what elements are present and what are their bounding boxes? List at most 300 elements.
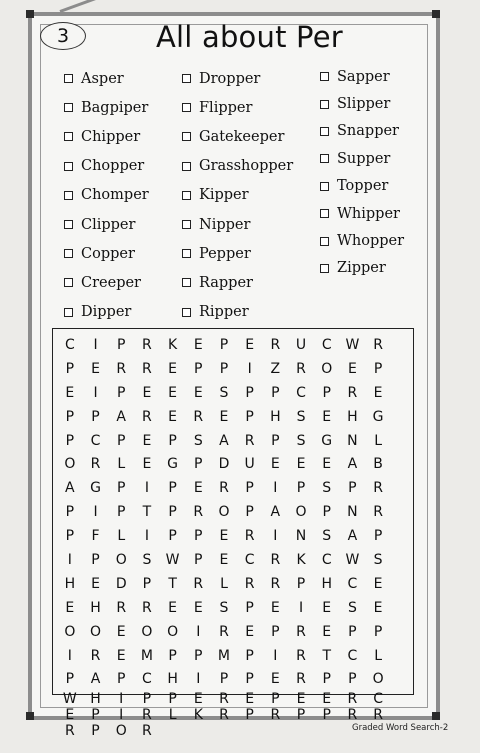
grid-letter: I (93, 336, 98, 353)
grid-letter: E (142, 384, 152, 401)
grid-letter: I (196, 623, 201, 640)
grid-letter: E (219, 408, 229, 425)
grid-letter: E (142, 432, 152, 449)
word-item (320, 200, 404, 227)
grid-letter: A (347, 456, 358, 473)
checkbox-icon (64, 103, 73, 112)
grid-letter: L (117, 528, 126, 545)
checkbox-icon (182, 308, 191, 317)
grid-letter: H (347, 408, 358, 425)
grid-letter: P (271, 691, 280, 708)
grid-letter: O (115, 723, 127, 740)
grid-letter: S (193, 432, 203, 449)
checkbox-icon (64, 308, 73, 317)
grid-letter: O (64, 623, 76, 640)
grid-letter: P (194, 647, 203, 664)
grid-letter: R (347, 707, 358, 724)
word-item (64, 239, 149, 268)
grid-letter: S (373, 551, 383, 568)
word-item (64, 152, 149, 181)
grid-letter: R (219, 480, 229, 497)
grid-letter: P (65, 504, 75, 521)
grid-letter: I (67, 551, 72, 568)
grid-letter: L (168, 707, 177, 724)
grid-letter: D (115, 575, 127, 592)
grid-letter: R (193, 575, 204, 592)
word-item (320, 173, 404, 200)
grid-letter: E (193, 599, 203, 616)
grid-letter: P (116, 384, 126, 401)
grid-letter: P (322, 671, 331, 688)
checkbox-icon (320, 237, 329, 246)
grid-letter: P (271, 432, 280, 449)
grid-letter: S (142, 551, 152, 568)
checkbox-icon (64, 249, 73, 258)
grid-letter: E (91, 575, 100, 592)
grid-letter: S (347, 599, 357, 616)
checkbox-icon (64, 220, 73, 229)
grid-letter: P (91, 707, 100, 724)
grid-letter: P (65, 360, 75, 377)
grid-letter: R (296, 671, 306, 688)
grid-letter: H (270, 408, 281, 425)
word-list-column-2 (182, 64, 293, 327)
word-label: Flipper (199, 99, 253, 116)
grid-letter: P (373, 623, 383, 640)
grid-letter: I (93, 384, 98, 401)
grid-letter: P (116, 480, 126, 497)
grid-letter: O (115, 551, 127, 568)
grid-letter: I (119, 691, 124, 708)
checkbox-icon (182, 132, 191, 141)
grid-letter: E (65, 384, 75, 401)
word-label: Bagpiper (81, 99, 149, 116)
word-item (182, 93, 293, 122)
word-label: Slipper (337, 96, 391, 113)
grid-letter: P (91, 551, 100, 568)
word-label: Clipper (81, 216, 136, 233)
grid-letter: R (270, 707, 281, 724)
grid-letter: P (245, 599, 254, 616)
word-item (320, 227, 404, 254)
grid-letter: U (244, 456, 255, 473)
word-item (320, 145, 404, 172)
footer-caption: Graded Word Search-2 (352, 723, 449, 733)
grid-letter: R (116, 360, 127, 377)
grid-letter: P (116, 432, 126, 449)
grid-letter: E (193, 480, 203, 497)
grid-letter: P (245, 671, 254, 688)
checkbox-icon (182, 220, 191, 229)
grid-letter: G (321, 432, 333, 449)
word-label: Nipper (199, 216, 251, 233)
checkbox-icon (182, 74, 191, 83)
checkbox-icon (320, 154, 329, 163)
grid-letter: P (322, 707, 331, 724)
grid-letter: G (372, 408, 384, 425)
grid-letter: U (295, 336, 307, 353)
grid-letter: H (90, 691, 101, 708)
word-item (64, 93, 149, 122)
grid-letter: E (322, 599, 332, 616)
grid-letter: P (245, 707, 254, 724)
checkbox-icon (182, 103, 191, 112)
grid-letter: E (168, 599, 178, 616)
checkbox-icon (320, 182, 329, 191)
word-item (64, 122, 149, 151)
grid-letter: N (295, 528, 307, 545)
checkbox-icon (64, 74, 73, 83)
grid-letter: R (142, 408, 152, 425)
grid-letter: P (348, 480, 357, 497)
word-label: Chomper (81, 187, 149, 204)
word-label: Snapper (337, 123, 399, 140)
grid-letter: M (140, 647, 153, 664)
word-label: Ripper (199, 304, 249, 321)
grid-letter: I (196, 671, 201, 688)
grid-letter: E (296, 691, 306, 708)
grid-letter: P (65, 432, 75, 449)
checkbox-icon (320, 264, 329, 273)
grid-letter: C (373, 691, 383, 708)
grid-letter: P (194, 551, 203, 568)
word-label: Rapper (199, 274, 253, 291)
frame-corner-bottom-left (26, 712, 34, 720)
grid-letter: P (168, 504, 177, 521)
word-list-column-1 (64, 64, 149, 327)
word-label: Gatekeeper (199, 128, 285, 145)
checkbox-icon (320, 100, 329, 109)
checkbox-icon (64, 132, 73, 141)
grid-letter: I (273, 480, 278, 497)
checkbox-icon (182, 162, 191, 171)
grid-letter: E (270, 671, 280, 688)
grid-letter: S (219, 599, 229, 616)
grid-letter: E (245, 691, 255, 708)
grid-letter: Z (270, 360, 281, 377)
word-item (64, 64, 149, 93)
grid-letter: P (168, 528, 177, 545)
checkbox-icon (64, 162, 73, 171)
word-label: Zipper (337, 260, 386, 277)
grid-letter: P (91, 723, 100, 740)
word-item (182, 152, 293, 181)
grid-letter: E (296, 456, 306, 473)
grid-letter: E (116, 623, 126, 640)
grid-letter: P (168, 432, 177, 449)
grid-letter: E (193, 691, 203, 708)
grid-letter: E (193, 336, 203, 353)
word-label: Sapper (337, 68, 390, 85)
grid-letter: R (116, 599, 127, 616)
word-label: Asper (81, 70, 124, 87)
word-label: Chipper (81, 128, 141, 145)
grid-letter: H (90, 599, 101, 616)
grid-letter: R (64, 723, 75, 740)
letter-grid (57, 333, 391, 739)
grid-letter: E (322, 408, 332, 425)
grid-letter: C (244, 551, 255, 568)
grid-letter: W (165, 551, 180, 568)
grid-letter: E (347, 360, 357, 377)
grid-letter: I (144, 480, 149, 497)
word-label: Pepper (199, 245, 251, 262)
grid-letter: H (167, 671, 178, 688)
word-item (182, 181, 293, 210)
grid-letter: N (347, 432, 358, 449)
grid-letter: P (296, 575, 306, 592)
word-item (320, 63, 404, 90)
frame-corner-top-left (26, 10, 34, 18)
grid-letter: E (91, 360, 100, 377)
word-label: Dropper (199, 70, 261, 87)
grid-letter: W (345, 551, 360, 568)
grid-letter: I (273, 528, 278, 545)
word-item (320, 118, 404, 145)
grid-letter: E (270, 456, 280, 473)
grid-letter: R (193, 408, 204, 425)
grid-letter: E (245, 336, 255, 353)
word-item (182, 298, 293, 327)
grid-letter: S (322, 528, 332, 545)
grid-letter: T (168, 575, 177, 592)
grid-letter: P (245, 384, 254, 401)
grid-letter: O (321, 360, 333, 377)
grid-letter: G (90, 480, 101, 497)
grid-letter: P (322, 504, 331, 521)
grid-letter: E (116, 647, 126, 664)
grid-letter: O (64, 456, 76, 473)
grid-letter: O (90, 623, 102, 640)
grid-letter: R (270, 551, 281, 568)
grid-letter: P (245, 480, 254, 497)
grid-letter: P (373, 528, 383, 545)
word-list-column-3 (320, 63, 404, 282)
grid-letter: P (271, 623, 280, 640)
grid-letter: O (295, 504, 307, 521)
grid-letter: P (245, 504, 254, 521)
grid-letter: H (321, 575, 332, 592)
grid-letter: P (91, 408, 100, 425)
grid-letter: C (347, 647, 358, 664)
grid-letter: E (373, 575, 383, 592)
frame-corner-top-right (432, 10, 440, 18)
grid-letter: P (271, 384, 280, 401)
grid-letter: P (142, 575, 152, 592)
grid-letter: E (193, 384, 203, 401)
grid-letter: L (117, 456, 126, 473)
grid-letter: R (244, 575, 255, 592)
grid-letter: P (65, 408, 75, 425)
word-item (182, 239, 293, 268)
grid-letter: R (219, 691, 229, 708)
grid-letter: K (168, 336, 178, 353)
grid-letter: R (142, 707, 152, 724)
word-item (182, 268, 293, 297)
grid-letter: E (168, 384, 178, 401)
word-item (64, 181, 149, 210)
grid-letter: L (220, 575, 228, 592)
grid-letter: C (90, 432, 101, 449)
grid-letter: A (65, 480, 75, 497)
grid-letter: A (347, 528, 358, 545)
grid-letter: A (219, 432, 229, 449)
grid-letter: P (348, 623, 357, 640)
grid-letter: E (373, 384, 383, 401)
frame-corner-bottom-right (432, 712, 440, 720)
grid-letter: L (374, 647, 382, 664)
grid-letter: E (373, 599, 383, 616)
word-item (182, 122, 293, 151)
word-item (64, 210, 149, 239)
word-item (320, 255, 404, 282)
grid-letter: R (347, 691, 358, 708)
grid-letter: E (270, 599, 280, 616)
grid-letter: R (296, 360, 306, 377)
grid-letter: S (219, 384, 229, 401)
grid-letter: C (347, 575, 358, 592)
grid-letter: P (65, 671, 75, 688)
grid-letter: C (296, 384, 306, 401)
checkbox-icon (64, 191, 73, 200)
word-item (320, 90, 404, 117)
word-item (64, 298, 149, 327)
grid-letter: P (219, 336, 229, 353)
grid-letter: R (142, 360, 152, 377)
grid-letter: R (244, 528, 255, 545)
grid-letter: R (270, 336, 281, 353)
grid-letter: R (142, 599, 152, 616)
grid-letter: P (194, 360, 203, 377)
word-item (182, 64, 293, 93)
grid-letter: W (62, 691, 77, 708)
word-label: Kipper (199, 187, 249, 204)
grid-letter: R (219, 707, 229, 724)
grid-letter: O (218, 504, 230, 521)
grid-letter: H (64, 575, 76, 592)
grid-letter: P (296, 707, 306, 724)
grid-letter: R (244, 432, 255, 449)
grid-letter: R (90, 647, 101, 664)
grid-letter: R (193, 504, 204, 521)
grid-letter: C (321, 551, 332, 568)
checkbox-icon (182, 278, 191, 287)
grid-letter: R (373, 707, 383, 724)
puzzle-number-badge: 3 (40, 22, 86, 50)
grid-letter: P (373, 360, 383, 377)
grid-letter: I (67, 647, 72, 664)
grid-letter: R (347, 384, 358, 401)
grid-letter: M (217, 647, 231, 664)
checkbox-icon (320, 72, 329, 81)
grid-letter: P (322, 384, 331, 401)
grid-letter: E (322, 456, 332, 473)
checkbox-icon (64, 278, 73, 287)
grid-letter: R (90, 456, 101, 473)
grid-letter: R (219, 623, 229, 640)
word-item (64, 268, 149, 297)
grid-letter: P (168, 480, 177, 497)
word-label: Whopper (337, 233, 405, 250)
grid-letter: P (116, 336, 126, 353)
word-label: Copper (81, 245, 135, 262)
grid-letter: E (168, 408, 178, 425)
word-label: Topper (337, 178, 389, 195)
grid-letter: A (116, 408, 126, 425)
grid-letter: P (65, 528, 75, 545)
grid-letter: S (296, 408, 306, 425)
page-title: All about Per (156, 20, 343, 54)
grid-letter: R (296, 623, 306, 640)
grid-letter: O (167, 623, 179, 640)
word-label: Dipper (81, 304, 132, 321)
word-label: Whipper (337, 205, 400, 222)
grid-letter: I (247, 360, 252, 377)
grid-letter: P (116, 504, 126, 521)
grid-letter: P (296, 480, 306, 497)
grid-letter: E (245, 623, 255, 640)
grid-letter: E (65, 707, 75, 724)
grid-letter: P (219, 671, 229, 688)
grid-letter: P (168, 647, 177, 664)
grid-letter: P (245, 408, 254, 425)
grid-letter: I (298, 599, 304, 616)
checkbox-icon (182, 191, 191, 200)
grid-letter: S (296, 432, 306, 449)
grid-letter: R (373, 504, 383, 521)
grid-letter: R (373, 336, 383, 353)
grid-letter: E (322, 623, 332, 640)
grid-letter: I (144, 528, 149, 545)
word-label: Supper (337, 150, 391, 167)
grid-letter: E (168, 360, 178, 377)
grid-letter: E (219, 528, 229, 545)
grid-letter: P (348, 671, 357, 688)
corner-diagonal-stripe (59, 0, 113, 13)
grid-letter: D (218, 456, 230, 473)
grid-letter: R (142, 336, 152, 353)
grid-letter: S (322, 480, 332, 497)
grid-letter: W (345, 336, 360, 353)
grid-letter: T (322, 647, 331, 664)
grid-letter: K (193, 707, 203, 724)
checkbox-icon (182, 249, 191, 258)
grid-letter: R (270, 575, 281, 592)
grid-letter: T (142, 504, 152, 521)
grid-letter: A (270, 504, 281, 521)
grid-letter: R (373, 480, 383, 497)
grid-letter: P (194, 528, 203, 545)
grid-letter: I (93, 504, 98, 521)
word-label: Creeper (81, 274, 141, 291)
grid-letter: G (167, 456, 179, 473)
word-item (182, 210, 293, 239)
grid-letter: P (116, 671, 126, 688)
grid-letter: O (141, 623, 153, 640)
grid-letter: E (322, 691, 332, 708)
grid-letter: P (219, 360, 229, 377)
grid-letter: R (296, 647, 306, 664)
grid-letter: I (273, 647, 278, 664)
grid-letter: B (373, 456, 383, 473)
grid-letter: I (119, 707, 124, 724)
word-label: Grasshopper (199, 158, 294, 175)
grid-letter: A (90, 671, 101, 688)
grid-letter: E (142, 456, 152, 473)
checkbox-icon (320, 127, 329, 136)
grid-letter: F (91, 528, 100, 545)
grid-letter: P (245, 647, 254, 664)
